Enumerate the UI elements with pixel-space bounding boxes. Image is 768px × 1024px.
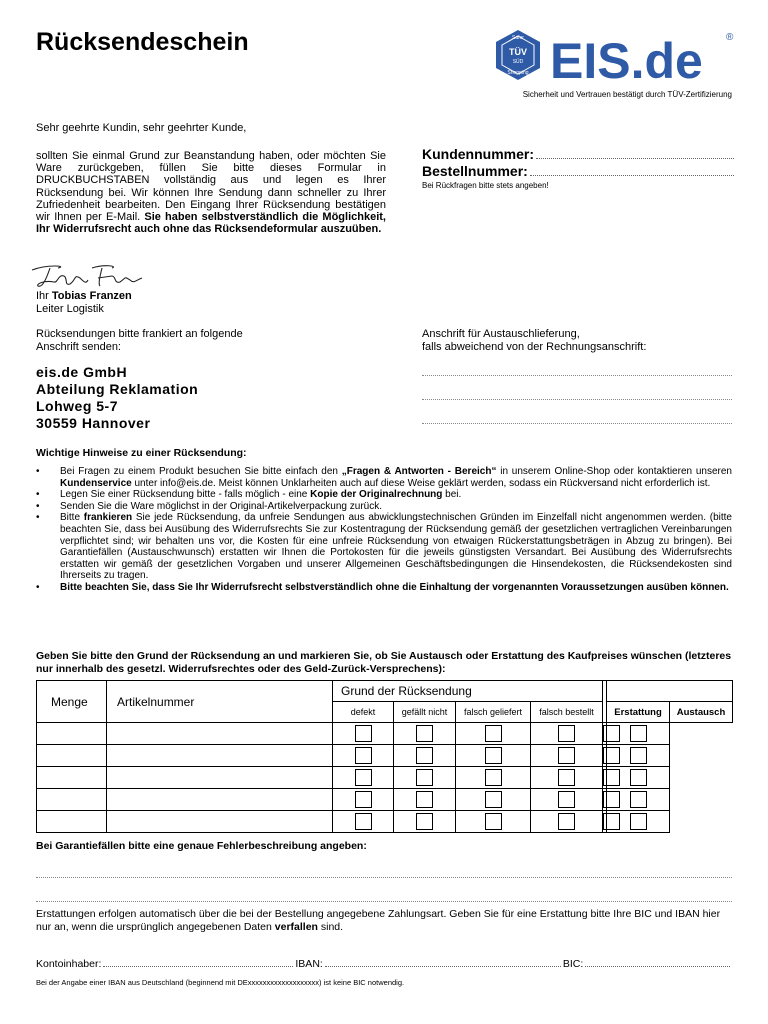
defect-checkbox[interactable] [333,811,394,833]
table-row [37,723,733,745]
reason-wrong-ordered: falsch bestellt [531,702,603,723]
iban-note: Bei der Angabe einer IBAN aus Deutschland (beginnend mit DExxxxxxxxxxxxxxxxxxx) ist keine BIC notwendig. [36,978,405,987]
defect-checkbox[interactable] [333,723,394,745]
iban-input[interactable] [325,966,561,967]
checkbox[interactable] [355,813,372,830]
bic-label: BIC: [562,958,584,970]
address-line: Lohweg 5-7 [36,398,119,414]
checkbox[interactable] [485,769,502,786]
tuv-middle-text: TÜV [509,47,527,57]
address-line: 30559 Hannover [36,415,151,431]
alt-address-note [422,328,646,354]
defect-checkbox[interactable] [333,745,394,767]
customer-number-input[interactable] [536,158,734,159]
quantity-input[interactable] [37,745,107,767]
wrong-delivered-checkbox[interactable] [456,745,531,767]
hint-item: • Bitte frankieren Sie jede Rücksendung, da unfreie Sendungen aus abwicklungstechnischen Gründen im Einzelfall nicht angenommen werden. (bitte beachten Sie, dass bei Ausübung des Widerrufsrechts Sie zur Kostentragung der Rücksendung gemäß der gesetzlichen vertraglichen Vereinbarungen verpflichtet sind; wir behalten uns vor, die Kosten für eine unfreie Rücksendung von etwaigen Rückerstattungsbeträgen in Abzug zu bringen). Bei Garantiefällen (Austauschwunsch) erstatten wir Ihnen die Portokosten für die jeweils günstigsten Versandart. Bei Ausübung des Widerrufsrechts erstatten wir gemäß der gesetzlichen Vorgaben und unserer Allgemeinen Geschäftsbedingungen die Hinsendekosten, die Rücksendekosten sind Ihrerseits zu tragen. [36,512,732,582]
wrong-ordered-checkbox[interactable] [531,767,603,789]
letter-body [36,150,386,235]
col-option-header [607,681,733,702]
wrong-ordered-checkbox[interactable] [531,789,603,811]
checkbox[interactable] [485,791,502,808]
checkbox[interactable] [355,791,372,808]
tuv-sub-text: SÜD [512,59,524,65]
wrong-delivered-checkbox[interactable] [456,767,531,789]
table-row [37,767,733,789]
checkbox[interactable] [416,813,433,830]
col-article: Artikelnummer [107,681,333,723]
checkbox[interactable] [485,747,502,764]
checkbox[interactable] [416,769,433,786]
checkbox[interactable] [355,769,372,786]
checkbox[interactable] [630,725,647,742]
account-holder-label: Kontoinhaber: [36,958,102,970]
fault-description-input[interactable] [36,900,732,902]
wrong-ordered-checkbox[interactable] [531,811,603,833]
exchange-checkbox[interactable] [607,767,670,789]
dislike-checkbox[interactable] [394,745,456,767]
article-number-input[interactable] [107,767,333,789]
wrong-ordered-checkbox[interactable] [531,723,603,745]
address-line: Abteilung Reklamation [36,381,199,397]
option-refund: Erstattung [607,702,670,723]
option-exchange: Austausch [670,702,733,723]
alt-address-note-line: falls abweichend von der Rechnungsanschrift: [422,341,647,353]
table-row [37,811,733,833]
signer-role: Leiter Logistik [36,303,104,315]
quantity-input[interactable] [37,767,107,789]
address-line: eis.de GmbH [36,364,128,380]
alt-address-input[interactable] [422,398,732,400]
wrong-delivered-checkbox[interactable] [456,811,531,833]
col-reason: Grund der Rücksendung [333,681,603,702]
hint-item: • Bei Fragen zu einem Produkt besuchen Sie bitte einfach den „Fragen & Antworten - Bereich“ in unserem Online-Shop oder kontaktieren unseren Kundenservice unter info@eis.de. Meist können Unklarheiten auch auf diese Weise geklärt werden, sodass ein Rückversand nicht erforderlich ist. [36,466,732,489]
checkbox[interactable] [630,813,647,830]
hints-list [36,466,732,594]
quantity-input[interactable] [37,811,107,833]
letter-body-bold: Sie haben selbstverständlich die Möglichkeit, Ihr Widerrufsrecht auch ohne das Rücksendeformular auszuüben. [36,211,386,236]
checkbox[interactable] [416,725,433,742]
reason-wrong-delivered: falsch geliefert [456,702,531,723]
dislike-checkbox[interactable] [394,811,456,833]
eis-logo [490,28,736,98]
dislike-checkbox[interactable] [394,767,456,789]
customer-number-field[interactable] [422,146,734,162]
quantity-input[interactable] [37,723,107,745]
checkbox[interactable] [485,725,502,742]
table-intro: Geben Sie bitte den Grund der Rücksendung an und markieren Sie, ob Sie Austausch oder Erstattung des Kaufpreises wünschen (letzteres nur innerhalb des gesetzl. Widerrufsrechtes oder des Geld-Zurück-Versprechens): [36,650,732,675]
page-title: Rücksendeschein [36,28,249,56]
return-address [36,364,198,432]
shipping-note-line: Rücksendungen bitte frankiert an folgende [36,328,243,340]
exchange-checkbox[interactable] [607,811,670,833]
checkbox[interactable] [416,791,433,808]
letter-body-text: sollten Sie einmal Grund zur Beanstandung haben, oder möchten Sie Ware zurückgeben, füllen Sie bitte dieses Formular in DRUCKBUCHSTABEN vollständig aus und legen es Ihrer Rücksendung bei. Wir können Ihre Sendung dann schneller zu Ihrer Zufriedenheit bearbeiten. Den Eingang Ihrer Rücksendung bestätigen wir Ihnen per E-Mail. [36,150,386,224]
alt-address-input[interactable] [422,422,732,424]
checkbox[interactable] [416,747,433,764]
order-number-label: Bestellnummer: [422,163,528,179]
exchange-checkbox[interactable] [607,723,670,745]
checkbox[interactable] [558,747,575,764]
customer-hint: Bei Rückfragen bitte stets angeben! [422,181,549,190]
dislike-checkbox[interactable] [394,723,456,745]
checkbox[interactable] [630,769,647,786]
customer-number-label: Kundennummer: [422,146,534,162]
table-row [37,789,733,811]
checkbox[interactable] [355,747,372,764]
hint-item: • Bitte beachten Sie, dass Sie Ihr Widerrufsrecht selbstverständlich ohne die Einhaltung der vorgenannten Voraussetzungen ausüben können. [36,582,732,594]
tagline: Sicherheit und Vertrauen bestätigt durch TÜV-Zertifizierung [522,90,732,99]
checkbox[interactable] [355,725,372,742]
hint-item: • Legen Sie einer Rücksendung bitte - falls möglich - eine Kopie der Originalrechnung bei. [36,489,732,501]
registered-mark: ® [726,32,734,43]
checkbox[interactable] [630,747,647,764]
article-number-input[interactable] [107,811,333,833]
checkbox[interactable] [558,725,575,742]
shipping-note-line: Anschrift senden: [36,341,121,353]
iban-label: IBAN: [295,958,323,970]
exchange-checkbox[interactable] [607,745,670,767]
shipping-note [36,328,243,354]
table-row [37,745,733,767]
hint-item: • Senden Sie die Ware möglichst in der Original-Artikelverpackung zurück. [36,501,732,513]
wrong-delivered-checkbox[interactable] [456,723,531,745]
article-number-input[interactable] [107,745,333,767]
checkbox[interactable] [558,769,575,786]
checkbox[interactable] [558,813,575,830]
signer-name: Tobias Franzen [51,290,132,302]
salutation: Sehr geehrte Kundin, sehr geehrter Kunde, [36,122,247,134]
refund-text: Erstattungen erfolgen automatisch über die bei der Bestellung angegebene Zahlungsart. Geben Sie für eine Erstattung bitte Ihre BIC und IBAN hier nur an, wenn die ursprünglich angegebenen Daten verfallen sind. [36,908,721,933]
tuv-badge-icon [496,30,540,80]
order-number-field[interactable] [422,163,734,179]
exchange-checkbox[interactable] [607,789,670,811]
warranty-title: Bei Garantiefällen bitte eine genaue Fehlerbeschreibung angeben: [36,840,367,852]
fault-description-input[interactable] [36,876,732,878]
wrong-delivered-checkbox[interactable] [456,789,531,811]
defect-checkbox[interactable] [333,789,394,811]
tuv-top-text: Safer [512,35,524,41]
article-number-input[interactable] [107,723,333,745]
reason-defect: defekt [333,702,394,723]
reason-dislike: gefällt nicht [394,702,456,723]
alt-address-input[interactable] [422,374,732,376]
bank-row [36,958,732,970]
bic-input[interactable] [585,966,730,967]
order-number-input[interactable] [530,175,734,176]
checkbox[interactable] [558,791,575,808]
defect-checkbox[interactable] [333,767,394,789]
brand-name: EIS.de [550,33,703,89]
signer-block [36,290,132,316]
article-number-input[interactable] [107,789,333,811]
alt-address-note-line: Anschrift für Austauschlieferung, [422,328,580,340]
signature [28,258,148,292]
return-table [36,680,733,833]
wrong-ordered-checkbox[interactable] [531,745,603,767]
col-quantity: Menge [37,681,107,723]
checkbox[interactable] [630,791,647,808]
dislike-checkbox[interactable] [394,789,456,811]
checkbox[interactable] [485,813,502,830]
signer-prefix: Ihr [36,290,49,302]
tuv-bottom-text: Shopping [507,70,529,76]
account-holder-input[interactable] [103,966,293,967]
quantity-input[interactable] [37,789,107,811]
hints-title: Wichtige Hinweise zu einer Rücksendung: [36,447,247,459]
